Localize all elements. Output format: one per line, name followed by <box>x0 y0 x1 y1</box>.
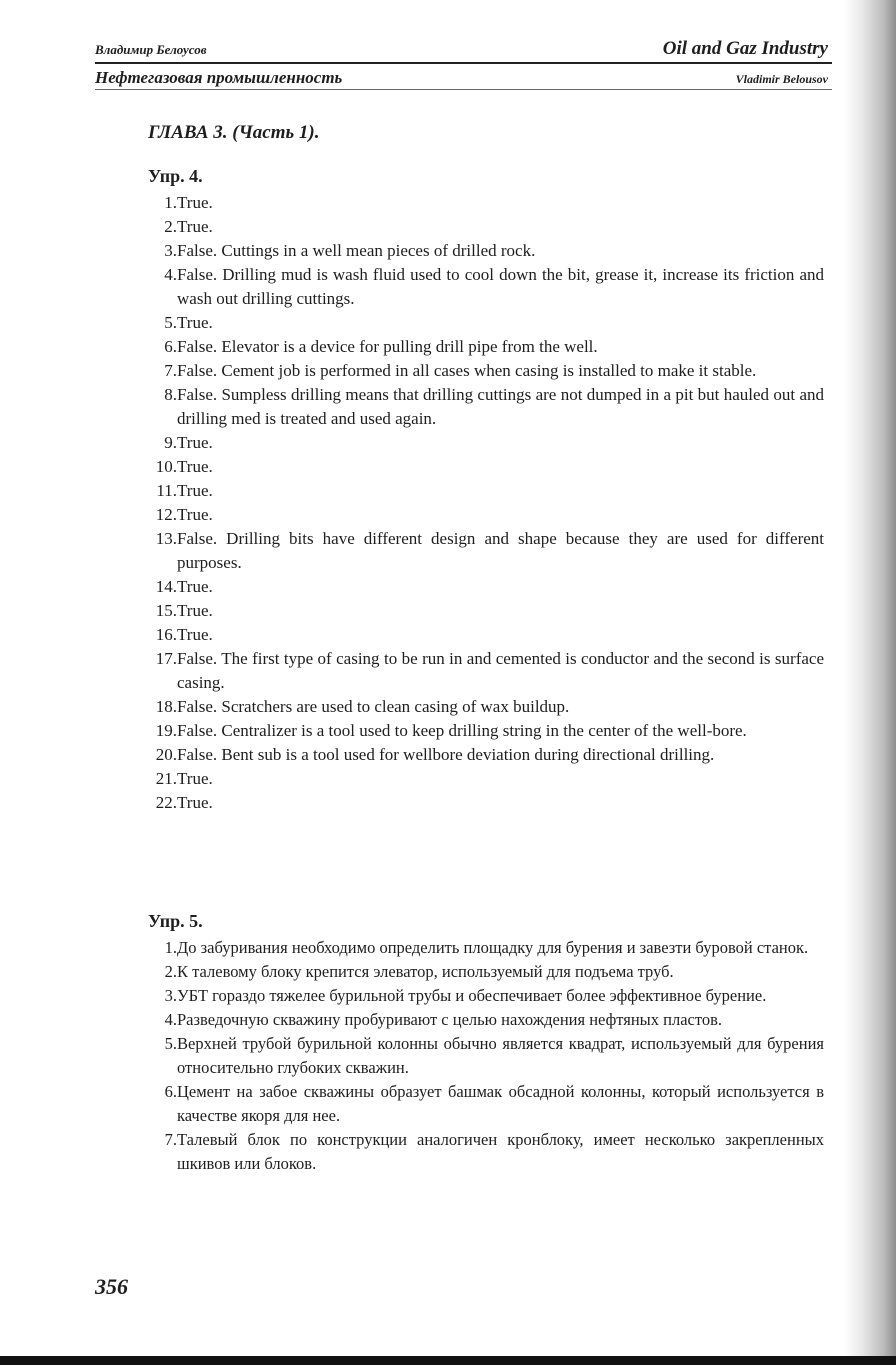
item-number: 5. <box>164 1034 177 1053</box>
exercise-heading: Упр. 4. <box>148 166 203 186</box>
answer-list <box>148 191 824 815</box>
item-number: 9. <box>164 433 177 452</box>
item-text: False. Bent sub is a tool used for wellbore deviation during directional drilling. <box>177 745 715 764</box>
item-text: Верхней трубой бурильной колонны обычно является квадрат, используемый для бурения относительно глубоких скважин. <box>177 1034 824 1077</box>
item-text: False. Elevator is a device for pulling drill pipe from the well. <box>177 337 598 356</box>
exercise-heading: Упр. 5. <box>148 911 203 931</box>
page-number: 356 <box>95 1274 128 1299</box>
item-text: True. <box>177 481 213 500</box>
list-item <box>148 1080 824 1128</box>
item-text: К талевому блоку крепится элеватор, используемый для подъема труб. <box>177 962 674 981</box>
list-item <box>148 335 824 359</box>
list-item <box>148 503 824 527</box>
item-number: 17. <box>155 649 177 668</box>
item-text: True. <box>177 193 213 212</box>
list-item <box>148 311 824 335</box>
item-number: 19. <box>155 721 177 740</box>
list-item <box>148 191 824 215</box>
item-number: 6. <box>164 337 177 356</box>
list-item <box>148 791 824 815</box>
list-item <box>148 984 824 1008</box>
item-number: 10. <box>155 457 177 476</box>
item-number: 21. <box>155 769 177 788</box>
item-number: 8. <box>164 385 177 404</box>
item-text: False. Centralizer is a tool used to keep drilling string in the center of the well-bore. <box>177 721 747 740</box>
list-item <box>148 431 824 455</box>
list-item <box>148 455 824 479</box>
item-number: 2. <box>164 962 177 981</box>
item-number: 22. <box>155 793 177 812</box>
header-author-en: Vladimir Belousov <box>735 72 828 86</box>
list-item <box>148 527 824 575</box>
list-item <box>148 743 824 767</box>
exercise-4-section <box>148 166 824 815</box>
list-item <box>148 1008 824 1032</box>
header-rule <box>95 62 832 64</box>
list-item <box>148 383 824 431</box>
item-text: False. The first type of casing to be run in and cemented is conductor and the second is surface casing. <box>177 649 824 692</box>
header-rule-thin <box>95 89 832 90</box>
list-item <box>148 623 824 647</box>
list-item <box>148 1128 824 1176</box>
item-number: 1. <box>164 193 177 212</box>
list-item <box>148 359 824 383</box>
item-text: False. Sumpless drilling means that drilling cuttings are not dumped in a pit but hauled out and drilling med is treated and used again. <box>177 385 824 428</box>
item-text: False. Scratchers are used to clean casing of wax buildup. <box>177 697 570 716</box>
list-item <box>148 239 824 263</box>
item-text: False. Drilling mud is wash fluid used to cool down the bit, grease it, increase its friction and wash out drilling cuttings. <box>177 265 824 308</box>
chapter-title: ГЛАВА 3. (Часть 1). <box>148 122 320 143</box>
item-number: 18. <box>155 697 177 716</box>
answer-list <box>148 936 824 1176</box>
list-item <box>148 695 824 719</box>
exercise-5-section <box>148 911 824 1176</box>
item-text: True. <box>177 433 213 452</box>
item-number: 3. <box>164 241 177 260</box>
item-text: False. Cement job is performed in all cases when casing is installed to make it stable. <box>177 361 757 380</box>
item-text: До забуривания необходимо определить площадку для бурения и завезти буровой станок. <box>177 938 809 957</box>
item-text: Разведочную скважину пробуривают с целью нахождения нефтяных пластов. <box>177 1010 723 1029</box>
list-item <box>148 575 824 599</box>
header-title-ru: Нефтегазовая промышленность <box>95 68 343 87</box>
list-item <box>148 960 824 984</box>
item-number: 13. <box>155 529 177 548</box>
item-number: 3. <box>164 986 177 1005</box>
item-text: Цемент на забое скважины образует башмак обсадной колонны, который используется в качестве якоря для нее. <box>177 1082 824 1125</box>
item-number: 14. <box>155 577 177 596</box>
item-text: Талевый блок по конструкции аналогичен кронблоку, имеет несколько закрепленных шкивов или блоков. <box>177 1130 824 1173</box>
item-text: True. <box>177 457 213 476</box>
list-item <box>148 719 824 743</box>
list-item <box>148 263 824 311</box>
list-item <box>148 1032 824 1080</box>
bottom-scan-bar <box>0 1356 896 1365</box>
item-text: True. <box>177 793 213 812</box>
item-text: УБТ гораздо тяжелее бурильной трубы и обеспечивает более эффективное бурение. <box>177 986 767 1005</box>
item-text: True. <box>177 577 213 596</box>
item-number: 16. <box>155 625 177 644</box>
item-number: 4. <box>164 1010 177 1029</box>
item-text: False. Drilling bits have different design and shape because they are used for different purposes. <box>177 529 824 572</box>
list-item <box>148 936 824 960</box>
item-text: True. <box>177 217 213 236</box>
item-number: 7. <box>164 361 177 380</box>
item-number: 6. <box>164 1082 177 1101</box>
list-item <box>148 215 824 239</box>
list-item <box>148 479 824 503</box>
item-number: 7. <box>164 1130 177 1149</box>
item-text: True. <box>177 625 213 644</box>
item-number: 5. <box>164 313 177 332</box>
item-number: 12. <box>155 505 177 524</box>
item-number: 11. <box>156 481 177 500</box>
list-item <box>148 599 824 623</box>
item-text: True. <box>177 769 213 788</box>
item-text: True. <box>177 505 213 524</box>
item-number: 4. <box>164 265 177 284</box>
item-text: True. <box>177 313 213 332</box>
item-number: 20. <box>155 745 177 764</box>
item-text: False. Cuttings in a well mean pieces of drilled rock. <box>177 241 536 260</box>
header-title-en: Oil and Gaz Industry <box>662 38 828 59</box>
page-edge-shadow <box>844 0 896 1365</box>
item-number: 1. <box>164 938 177 957</box>
item-number: 15. <box>155 601 177 620</box>
header-author-ru: Владимир Белоусов <box>95 42 207 57</box>
item-text: True. <box>177 601 213 620</box>
list-item <box>148 647 824 695</box>
list-item <box>148 767 824 791</box>
item-number: 2. <box>164 217 177 236</box>
